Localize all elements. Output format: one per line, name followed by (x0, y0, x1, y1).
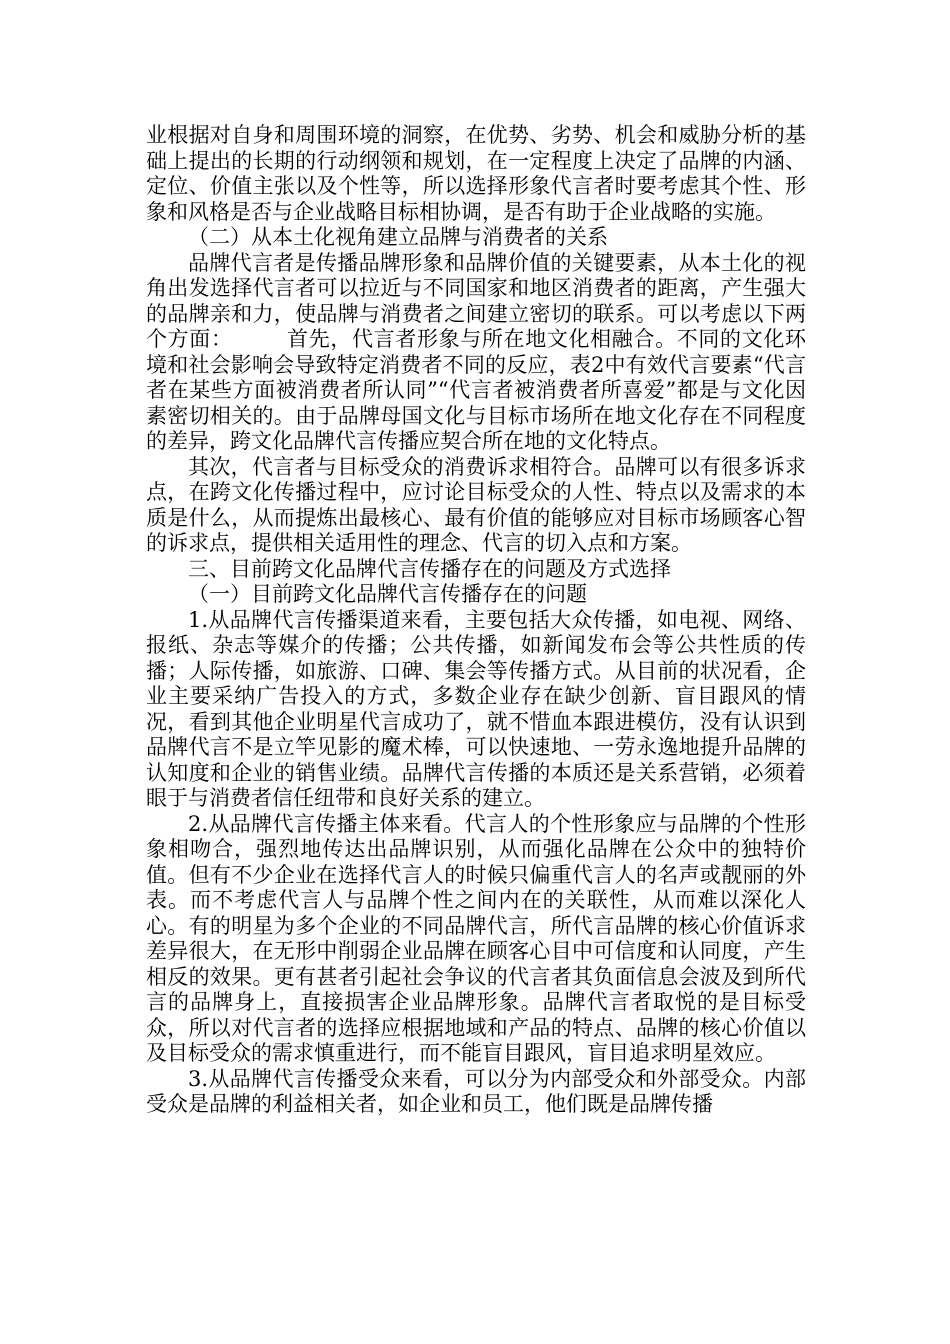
section-heading-localization: （二）从本土化视角建立品牌与消费者的关系 (188, 225, 608, 249)
paragraph-continuation: 业根据对自身和周围环境的洞察，在优势、劣势、机会和威胁分析的基础上提出的长期的行动纲领和规划，在一定程度上决定了品牌的内涵、定位、价值主张以及个性等，所以选择形象代言者时要考虑其个性、形象和风格是否与企业战略目标相协调，是否有助于企业战略的实施。 (146, 123, 806, 224)
subsection-heading-problems: （一）目前跨文化品牌代言传播存在的问题 (188, 582, 587, 606)
paragraph-channels: 1.从品牌代言传播渠道来看，主要包括大众传播，如电视、网络、报纸、杂志等媒介的传播；公共传播，如新闻发布会等公共性质的传播；人际传播，如旅游、口碑、集会等传播方式。从目前的状况看，企业主要采纳广告投入的方式，多数企业存在缺少创新、盲目跟风的情况，看到其他企业明星代言成功了，就不惜血本跟进模仿，没有认识到品牌代言不是立竿见影的魔术棒，可以快速地、一劳永逸地提升品牌的认知度和企业的销售业绩。品牌代言传播的本质还是关系营销，必须着眼于与消费者信任纽带和良好关系的建立。 (146, 607, 806, 810)
document-body (146, 123, 806, 1118)
section-heading-problems-and-choices: 三、目前跨文化品牌代言传播存在的问题及方式选择 (188, 556, 671, 581)
paragraph-localization: 品牌代言者是传播品牌形象和品牌价值的关键要素，从本土化的视角出发选择代言者可以拉近与不同国家和地区消费者的距离，产生强大的品牌亲和力，使品牌与消费者之间建立密切的联系。可以考虑以下两个方面： 首先，代言者形象与所在地文化相融合。不同的文化环境和社会影响会导致特定消费者不同的反应，表2中有效代言要素“代言者在某些方面被消费者所认同”“代言者被消费者所喜爱”都是与文化因素密切相关的。由于品牌母国文化与目标市场所在地文化存在不同程度的差异，跨文化品牌代言传播应契合所在地的文化特点。 (146, 250, 806, 453)
paragraph-audience: 3.从品牌代言传播受众来看，可以分为内部受众和外部受众。内部受众是品牌的利益相关者，如企业和员工，他们既是品牌传播 (146, 1066, 806, 1116)
paragraph-subject: 2.从品牌代言传播主体来看。代言人的个性形象应与品牌的个性形象相吻合，强烈地传达出品牌识别，从而强化品牌在公众中的独特价值。但有不少企业在选择代言人的时候只偏重代言人的名声或靓丽的外表。而不考虑代言人与品牌个性之间内在的关联性，从而难以深化人心。有的明星为多个企业的不同品牌代言，所代言品牌的核心价值诉求差异很大，在无形中削弱企业品牌在顾客心目中可信度和认同度，产生相反的效果。更有甚者引起社会争议的代言者其负面信息会波及到所代言的品牌身上，直接损害企业品牌形象。品牌代言者取悦的是目标受众，所以对代言者的选择应根据地域和产品的特点、品牌的核心价值以及目标受众的需求慎重进行，而不能盲目跟风，盲目追求明星效应。 (146, 811, 806, 1065)
paragraph-consumer-appeal: 其次，代言者与目标受众的消费诉求相符合。品牌可以有很多诉求点，在跨文化传播过程中，应讨论目标受众的人性、特点以及需求的本质是什么，从而提炼出最核心、最有价值的能够应对目标市场顾客心智的诉求点，提供相关适用性的理念、代言的切入点和方案。 (146, 454, 806, 555)
